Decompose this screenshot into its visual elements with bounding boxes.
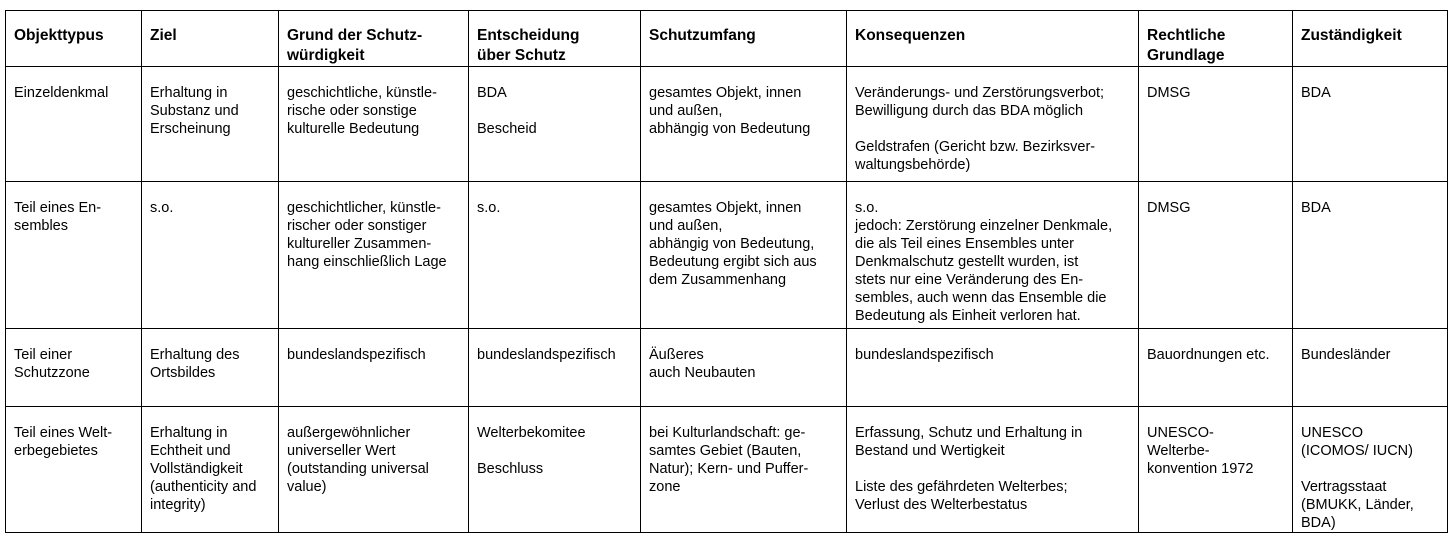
- table-cell: DMSG: [1139, 67, 1293, 182]
- paragraph-gap: [1301, 460, 1439, 478]
- table-cell: Erhaltung in Substanz und Erscheinung: [142, 67, 279, 182]
- header-rechtliche-grundlage: Rechtliche Grundlage: [1139, 11, 1293, 67]
- table-cell: Erhaltung in Echtheit und Vollständigkeit (authenticity and integrity): [142, 407, 279, 533]
- table-cell: Veränderungs- und Zerstörungsverbot; Bewilligung durch das BDA möglich Geldstrafen (Gericht bzw. Bezirksver- waltungsbehörde): [847, 67, 1139, 182]
- header-entscheidung: Entscheidung über Schutz: [469, 11, 641, 67]
- table-cell: Einzeldenkmal: [6, 67, 142, 182]
- table-cell: Erhaltung des Ortsbildes: [142, 329, 279, 407]
- paragraph-gap: [477, 442, 632, 460]
- table-cell: Teil eines Welt- erbegebietes: [6, 407, 142, 533]
- table-cell: BDA: [1293, 67, 1448, 182]
- table-cell: bundeslandspezifisch: [469, 329, 641, 407]
- table-cell: außergewöhnlicher universeller Wert (outstanding universal value): [279, 407, 469, 533]
- table-cell: gesamtes Objekt, innen und außen, abhängig von Bedeutung, Bedeutung ergibt sich aus dem Zusammenhang: [641, 182, 847, 329]
- table-cell: s.o.: [142, 182, 279, 329]
- header-konsequenzen: Konsequenzen: [847, 11, 1139, 67]
- table-cell: bundeslandspezifisch: [279, 329, 469, 407]
- table-cell: s.o. jedoch: Zerstörung einzelner Denkmale, die als Teil eines Ensembles unter Denkmalschutz gestellt wurden, ist stets nur eine Veränderung des En- sembles, auch wenn das Ensemble die Bedeutung als Einheit verloren hat.: [847, 182, 1139, 329]
- table-cell: UNESCO- Welterbe- konvention 1972: [1139, 407, 1293, 533]
- table-cell: Bundesländer: [1293, 329, 1448, 407]
- table-cell: bundeslandspezifisch: [847, 329, 1139, 407]
- header-ziel: Ziel: [142, 11, 279, 67]
- table-cell: Äußeres auch Neubauten: [641, 329, 847, 407]
- paragraph-gap: [855, 120, 1130, 138]
- table-row: [6, 182, 1448, 329]
- table-row: [6, 407, 1448, 533]
- table-row: [6, 329, 1448, 407]
- paragraph-gap: [477, 102, 632, 120]
- table-cell: Bauordnungen etc.: [1139, 329, 1293, 407]
- table-cell: Teil eines En- sembles: [6, 182, 142, 329]
- table-row: [6, 67, 1448, 182]
- table-cell: UNESCO (ICOMOS/ IUCN) Vertragsstaat (BMUKK, Länder, BDA): [1293, 407, 1448, 533]
- table-cell: s.o.: [469, 182, 641, 329]
- header-objekttypus: Objekttypus: [6, 11, 142, 67]
- header-zustaendigkeit: Zuständigkeit: [1293, 11, 1448, 67]
- table-cell: BDA Bescheid: [469, 67, 641, 182]
- table-cell: geschichtliche, künstle- rische oder sonstige kulturelle Bedeutung: [279, 67, 469, 182]
- table-cell: Erfassung, Schutz und Erhaltung in Bestand und Wertigkeit Liste des gefährdeten Welterbes; Verlust des Welterbestatus: [847, 407, 1139, 533]
- table-cell: bei Kulturlandschaft: ge- samtes Gebiet (Bauten, Natur); Kern- und Puffer- zone: [641, 407, 847, 533]
- table-cell: Welterbekomitee Beschluss: [469, 407, 641, 533]
- paragraph-gap: [855, 460, 1130, 478]
- table-cell: DMSG: [1139, 182, 1293, 329]
- header-schutzumfang: Schutzumfang: [641, 11, 847, 67]
- table-cell: gesamtes Objekt, innen und außen, abhängig von Bedeutung: [641, 67, 847, 182]
- header-grund: Grund der Schutz- würdigkeit: [279, 11, 469, 67]
- table-cell: BDA: [1293, 182, 1448, 329]
- table-header-row: [6, 11, 1448, 67]
- heritage-protection-table: [5, 10, 1448, 533]
- table-cell: Teil einer Schutzzone: [6, 329, 142, 407]
- table-cell: geschichtlicher, künstle- rischer oder sonstiger kultureller Zusammen- hang einschließlich Lage: [279, 182, 469, 329]
